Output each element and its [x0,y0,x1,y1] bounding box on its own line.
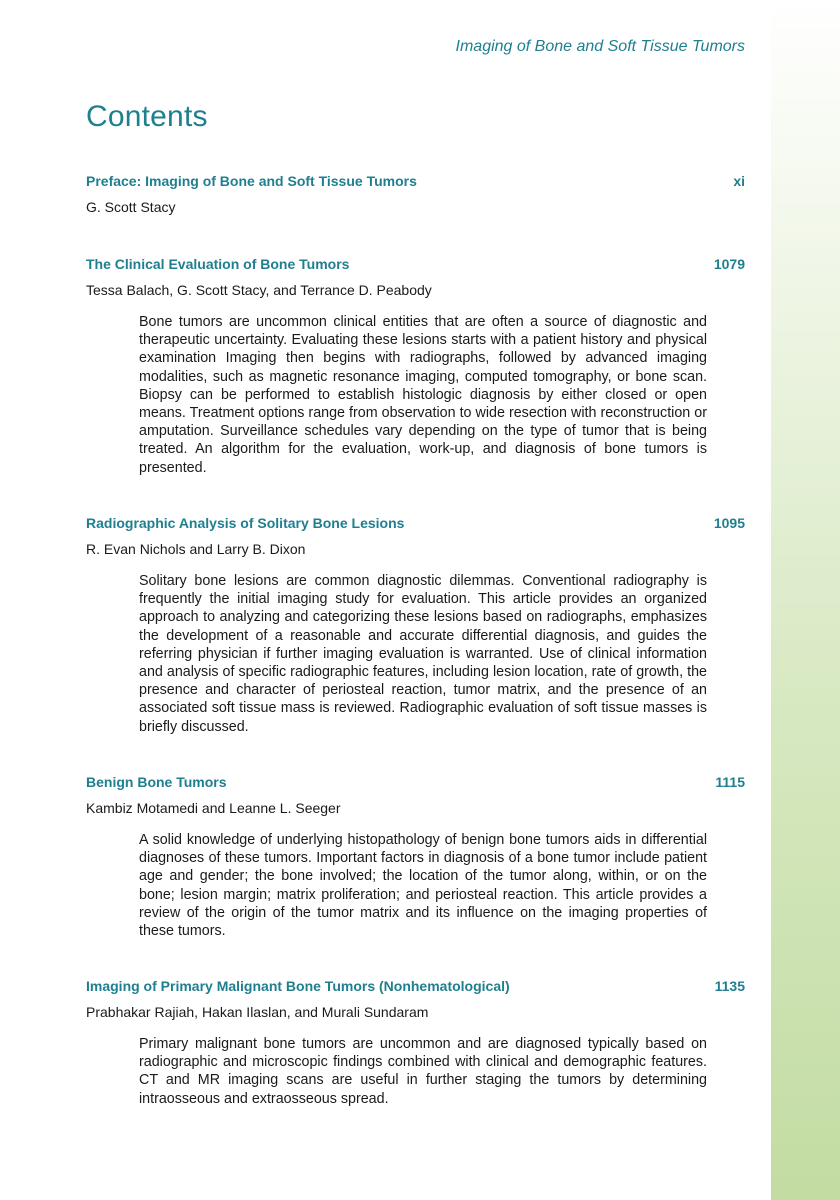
toc-entry-primary-malignant [86,977,745,1108]
toc-entry-preface [86,172,745,216]
toc-entry-authors: Kambiz Motamedi and Leanne L. Seeger [86,800,341,816]
toc-entry-page-number[interactable]: 1079 [713,256,745,272]
toc-entry-abstract: Bone tumors are uncommon clinical entities that are often a source of diagnostic and therapeutic uncertainty. Evaluating these lesions starts with a patient history and physical examination Imaging then begins with radiographs, followed by advanced imaging modalities, such as magnetic resonance imaging, computed tomography, or bone scan. Biopsy can be performed to establish histologic diagnosis by either closed or open means. Treatment options range from observation to wide resection with reconstruction or amputation. Surveillance schedules vary depending on the type of tumor that is being treated. An algorithm for the evaluation, work-up, and diagnosis of bone tumors is presented. [139,314,707,476]
toc-entry-authors: Prabhakar Rajiah, Hakan Ilaslan, and Murali Sundaram [86,1004,429,1020]
toc-entry-authors: Tessa Balach, G. Scott Stacy, and Terrance D. Peabody [86,282,432,298]
toc-entry-head [86,172,745,190]
toc-entry-head [86,773,745,791]
toc-entry-title[interactable]: Benign Bone Tumors [86,774,227,790]
toc-entry-abstract: A solid knowledge of underlying histopathology of benign bone tumors aids in differential diagnoses of these tumors. Important factors in diagnosis of a bone tumor include patient age and gender; the bone involved; the location of the tumor along, within, or on the bone; lesion margin; matrix proliferation; and periosteal reaction. This article provides a review of the origin of the tumor matrix and its influence on the imaging properties of these tumors. [139,832,707,940]
toc-entry-head [86,977,745,995]
toc-entry-abstract: Primary malignant bone tumors are uncommon and are diagnosed typically based on radiographic and microscopic findings combined with clinical and demographic features. CT and MR imaging scans are useful in further staging the tumors by determining intraosseous and extraosseous spread. [139,1036,707,1107]
toc-entry-abstract: Solitary bone lesions are common diagnostic dilemmas. Conventional radiography is frequently the initial imaging study for evaluation. This article provides an organized approach to analyzing and categorizing these lesions based on radiographs, emphasizes the development of a reasonable and accurate differential diagnosis, and guides the referring physician if further imaging evaluation is warranted. Use of clinical information and analysis of specific radiographic features, including lesion location, rate of growth, the presence and character of periosteal reaction, tumor matrix, and the presence of an associated soft tissue mass is reviewed. Radiographic evaluation of soft tissue masses is briefly discussed. [139,573,707,735]
toc-entry-benign-bone-tumors [86,773,745,940]
toc-entry-page-number[interactable]: 1135 [714,978,745,994]
toc-entry-radiographic-analysis [86,514,745,736]
toc-entry-page-number[interactable]: 1095 [713,515,745,531]
toc-entry-clinical-evaluation [86,255,745,477]
page-title: Contents [86,100,208,133]
toc-entry-title[interactable]: Imaging of Primary Malignant Bone Tumors (Nonhematological) [86,978,510,994]
toc-entry-title[interactable]: Radiographic Analysis of Solitary Bone Lesions [86,515,405,531]
toc-entry-authors: R. Evan Nichols and Larry B. Dixon [86,541,306,557]
toc-entry-title[interactable]: Preface: Imaging of Bone and Soft Tissue Tumors [86,173,417,189]
toc-entry-page-number[interactable]: 1115 [715,774,745,790]
running-head: Imaging of Bone and Soft Tissue Tumors [455,38,745,55]
toc-entry-authors: G. Scott Stacy [86,199,176,215]
toc-entry-head [86,255,745,273]
toc-entry-head [86,514,745,532]
decorative-side-band [771,0,840,1200]
toc-entry-title[interactable]: The Clinical Evaluation of Bone Tumors [86,256,350,272]
toc-entry-page-number[interactable]: xi [733,173,745,189]
